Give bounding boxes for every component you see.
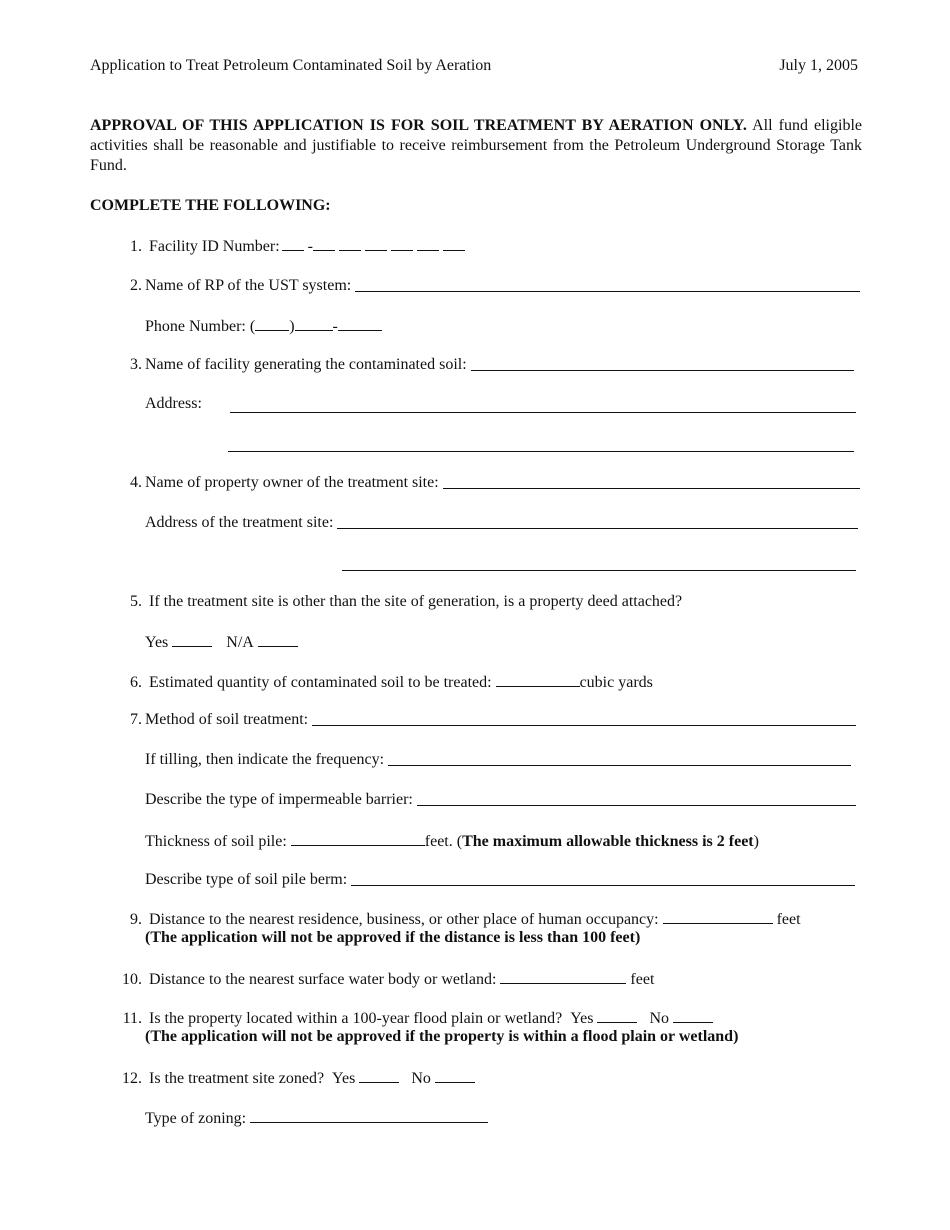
facility-id-digit-field[interactable] [313, 236, 335, 251]
treatment-method-field[interactable] [312, 710, 856, 726]
zoning-type-field[interactable] [250, 1107, 488, 1123]
q3-facility-name: 3. Name of facility generating the contaminated soil: [112, 355, 854, 375]
owner-name-field[interactable] [443, 473, 860, 489]
barrier-type-field[interactable] [417, 790, 856, 806]
q5-deed-question: 5. If the treatment site is other than the site of generation, is a property deed attached? [130, 593, 683, 610]
q7-pile-thickness: Thickness of soil pile: feet. (The maximum allowable thickness is 2 feet) [145, 830, 759, 852]
facility-id-digit-field[interactable] [339, 236, 361, 251]
q7-barrier-type: Describe the type of impermeable barrier: [145, 790, 856, 810]
residence-distance-field[interactable] [663, 908, 773, 924]
treatment-address-line-2[interactable] [342, 569, 856, 571]
treatment-address-line-1[interactable] [337, 513, 858, 529]
q11-flood-plain: 11. Is the property located within a 100-year flood plain or wetland? Yes No [112, 1007, 713, 1029]
q4-treatment-address: Address of the treatment site: [145, 513, 858, 533]
q7-tilling-frequency: If tilling, then indicate the frequency: [145, 750, 851, 770]
facility-name-field[interactable] [471, 355, 854, 371]
q12-zoning-type: Type of zoning: [145, 1107, 488, 1129]
intro-text: All fund eligible activities shall be reasonable and justifiable to receive reimbursement from the Petroleum Underground Storage Tank Fund. [90, 117, 862, 174]
tilling-frequency-field[interactable] [388, 750, 851, 766]
q5-deed-options: Yes N/A [145, 631, 298, 653]
rp-name-field[interactable] [355, 276, 860, 292]
phone-area-code-field[interactable] [255, 315, 289, 331]
flood-plain-no-field[interactable] [673, 1007, 713, 1023]
facility-address-line-2[interactable] [228, 450, 854, 452]
q2-phone: Phone Number: ( ) - [145, 315, 382, 337]
facility-id-digit-field[interactable] [443, 236, 465, 251]
q7-treatment-method: 7. Method of soil treatment: [112, 710, 856, 730]
facility-address-line-1[interactable] [230, 411, 856, 413]
intro-paragraph [90, 116, 862, 176]
q10-water-distance: 10. Distance to the nearest surface water body or wetland: feet [112, 968, 654, 990]
q9-note: (The application will not be approved if the distance is less than 100 feet) [145, 929, 641, 946]
water-distance-field[interactable] [500, 968, 626, 984]
q7-pile-berm: Describe type of soil pile berm: [145, 870, 855, 890]
zoned-no-field[interactable] [435, 1067, 475, 1083]
deed-yes-field[interactable] [172, 631, 212, 647]
intro-bold-statement: APPROVAL OF THIS APPLICATION IS FOR SOIL TREATMENT BY AERATION ONLY. [90, 117, 747, 134]
q6-soil-quantity: 6. Estimated quantity of contaminated soil to be treated: cubic yards [112, 671, 653, 693]
deed-na-field[interactable] [258, 631, 298, 647]
pile-berm-field[interactable] [351, 870, 855, 886]
q1-facility-id: 1. Facility ID Number: - [112, 236, 469, 257]
q3-address-label: Address: [145, 395, 202, 412]
thickness-limit-note: The maximum allowable thickness is 2 feet [462, 833, 754, 850]
q2-rp-name: 2. Name of RP of the UST system: [112, 276, 860, 296]
zoned-yes-field[interactable] [359, 1067, 399, 1083]
pile-thickness-field[interactable] [291, 830, 425, 846]
facility-id-digit-field[interactable] [365, 236, 387, 251]
soil-quantity-field[interactable] [496, 671, 580, 687]
facility-id-prefix-field[interactable] [282, 236, 304, 251]
document-title: Application to Treat Petroleum Contaminated Soil by Aeration [90, 57, 492, 74]
facility-id-digit-field[interactable] [391, 236, 413, 251]
q9-residence-distance: 9. Distance to the nearest residence, business, or other place of human occupancy: feet [112, 908, 801, 930]
document-date: July 1, 2005 [779, 57, 858, 74]
phone-line-number-field[interactable] [338, 315, 382, 331]
section-heading: COMPLETE THE FOLLOWING: [90, 197, 331, 214]
facility-id-digit-field[interactable] [417, 236, 439, 251]
flood-plain-yes-field[interactable] [597, 1007, 637, 1023]
q12-zoning: 12. Is the treatment site zoned? Yes No [112, 1067, 475, 1089]
phone-prefix-field[interactable] [295, 315, 333, 331]
q4-owner-name: 4. Name of property owner of the treatment site: [112, 473, 860, 493]
q11-note: (The application will not be approved if the property is within a flood plain or wetland) [145, 1028, 739, 1045]
